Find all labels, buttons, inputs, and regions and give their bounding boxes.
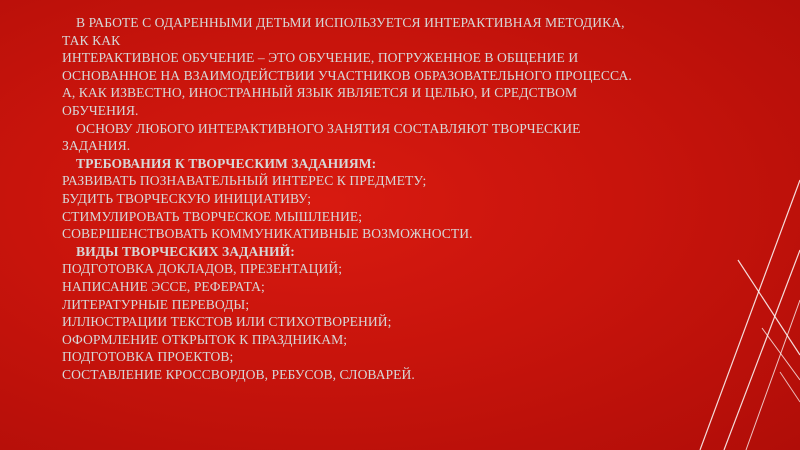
list-item: НАПИСАНИЕ ЭССЕ, РЕФЕРАТА; <box>62 278 265 294</box>
list-item: ПОДГОТОВКА ПРОЕКТОВ; <box>62 349 234 365</box>
text-line: А, КАК ИЗВЕСТНО, ИНОСТРАННЫЙ ЯЗЫК ЯВЛЯЕТСЯ И ЦЕЛЬЮ, И СРЕДСТВОМ <box>62 85 578 101</box>
requirements-heading: ТРЕБОВАНИЯ К ТВОРЧЕСКИМ ЗАДАНИЯМ: <box>76 155 377 171</box>
list-item: СОСТАВЛЕНИЕ КРОССВОРДОВ, РЕБУСОВ, СЛОВАРЕЙ. <box>62 366 415 382</box>
text-line: В РАБОТЕ С ОДАРЕННЫМИ ДЕТЬМИ ИСПОЛЬЗУЕТСЯ ИНТЕРАКТИВНАЯ МЕТОДИКА, <box>76 15 625 30</box>
slide-text <box>62 14 702 383</box>
text-line: ИНТЕРАКТИВНОЕ ОБУЧЕНИЕ – ЭТО ОБУЧЕНИЕ, ПОГРУЖЕННОЕ В ОБЩЕНИЕ И <box>62 50 579 66</box>
list-item: ИЛЛЮСТРАЦИИ ТЕКСТОВ ИЛИ СТИХОТВОРЕНИЙ; <box>62 314 392 330</box>
list-item: СОВЕРШЕНСТВОВАТЬ КОММУНИКАТИВНЫЕ ВОЗМОЖНОСТИ. <box>62 226 473 242</box>
text-line: ОСНОВУ ЛЮБОГО ИНТЕРАКТИВНОГО ЗАНЯТИЯ СОСТАВЛЯЮТ ТВОРЧЕСКИЕ <box>76 120 581 136</box>
text-line: ОСНОВАННОЕ НА ВЗАИМОДЕЙСТВИИ УЧАСТНИКОВ ОБРАЗОВАТЕЛЬНОГО ПРОЦЕССА. <box>62 67 632 83</box>
list-item: СТИМУЛИРОВАТЬ ТВОРЧЕСКОЕ МЫШЛЕНИЕ; <box>62 208 363 224</box>
list-item: БУДИТЬ ТВОРЧЕСКУЮ ИНИЦИАТИВУ; <box>62 190 312 206</box>
text-line: ТАК КАК <box>62 32 121 48</box>
text-line: ЗАДАНИЯ. <box>62 138 131 154</box>
list-item: РАЗВИВАТЬ ПОЗНАВАТЕЛЬНЫЙ ИНТЕРЕС К ПРЕДМЕТУ; <box>62 173 427 189</box>
text-line: ОБУЧЕНИЯ. <box>62 102 139 118</box>
list-item: ПОДГОТОВКА ДОКЛАДОВ, ПРЕЗЕНТАЦИЙ; <box>62 261 343 277</box>
task-types-heading: ВИДЫ ТВОРЧЕСКИХ ЗАДАНИЙ: <box>76 243 295 259</box>
list-item: ЛИТЕРАТУРНЫЕ ПЕРЕВОДЫ; <box>62 296 250 312</box>
list-item: ОФОРМЛЕНИЕ ОТКРЫТОК К ПРАЗДНИКАМ; <box>62 331 348 347</box>
